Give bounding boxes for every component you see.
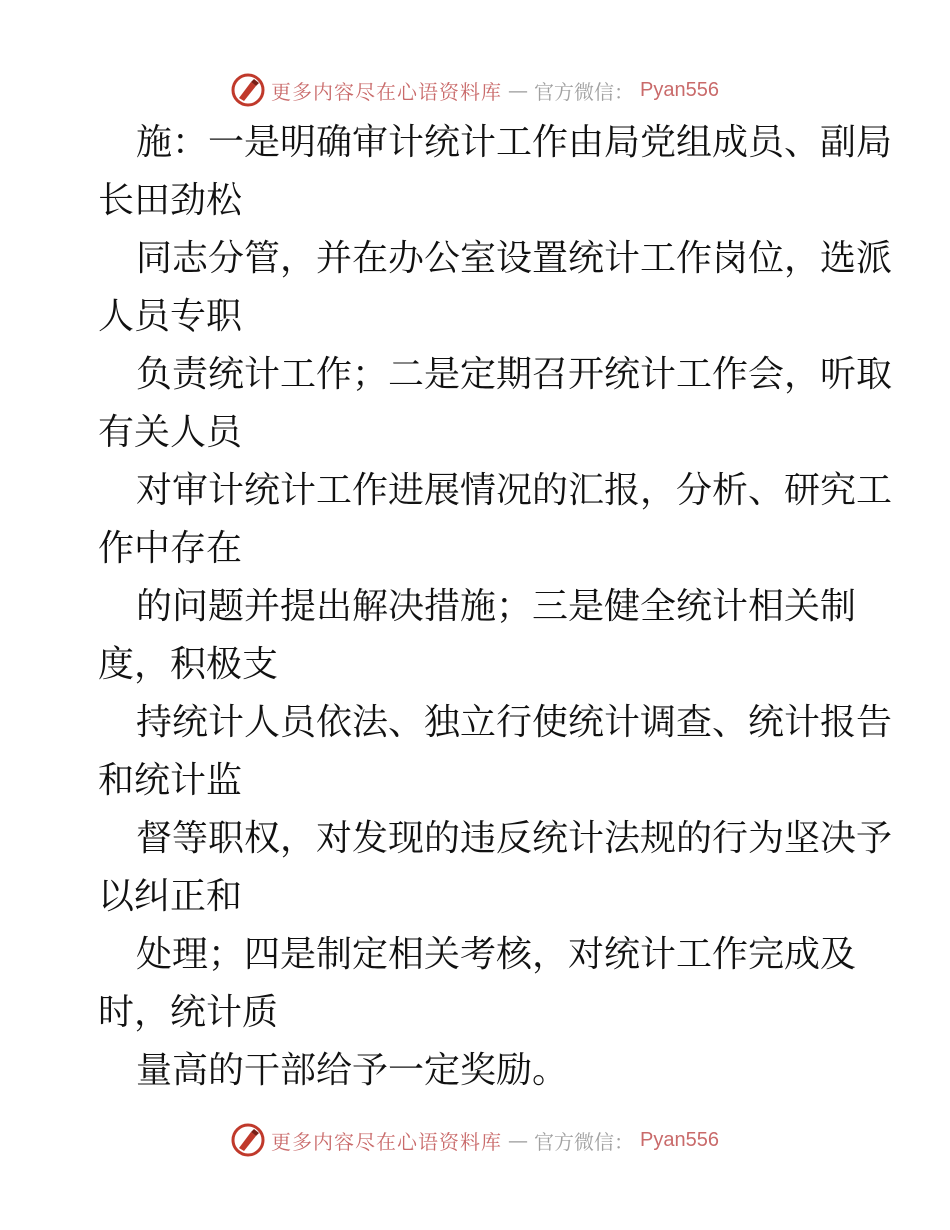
wechat-id: Pyan556 bbox=[640, 78, 719, 101]
text-line: 以纠正和 bbox=[98, 876, 243, 917]
pen-circle-logo-icon bbox=[231, 73, 265, 107]
text-line: 对审计统计工作进展情况的汇报，分析、研究工 bbox=[136, 470, 893, 511]
text-line: 人员专职 bbox=[98, 296, 243, 337]
text-line: 时，统计质 bbox=[98, 992, 279, 1033]
watermark-separator: — bbox=[508, 78, 529, 102]
text-line: 督等职权，对发现的违反统计法规的行为坚决予 bbox=[136, 818, 893, 859]
wechat-id: Pyan556 bbox=[640, 1128, 719, 1151]
text-line: 量高的干部给予一定奖励。 bbox=[136, 1050, 569, 1091]
text-line: 长田劲松 bbox=[98, 180, 243, 221]
footer-watermark bbox=[0, 1120, 950, 1160]
wechat-label: 官方微信： bbox=[534, 79, 635, 104]
text-line: 持统计人员依法、独立行使统计调查、统计报告 bbox=[136, 702, 893, 743]
text-line: 和统计监 bbox=[98, 760, 243, 801]
pen-circle-logo-icon bbox=[231, 1123, 265, 1157]
text-line: 同志分管，并在办公室设置统计工作岗位，选派 bbox=[136, 238, 893, 279]
header-watermark bbox=[0, 70, 950, 110]
text-line: 施：一是明确审计统计工作由局党组成员、副局 bbox=[136, 122, 893, 163]
watermark-separator: — bbox=[508, 1128, 529, 1152]
wechat-label: 官方微信： bbox=[534, 1129, 635, 1154]
watermark-text: 更多内容尽在心语资料库 bbox=[271, 79, 503, 104]
document-body bbox=[98, 114, 893, 1100]
watermark-text: 更多内容尽在心语资料库 bbox=[271, 1129, 503, 1154]
text-line: 的问题并提出解决措施；三是健全统计相关制 bbox=[136, 586, 857, 627]
text-line: 度，积极支 bbox=[98, 644, 279, 685]
text-line: 作中存在 bbox=[98, 528, 243, 569]
text-line: 负责统计工作；二是定期召开统计工作会，听取 bbox=[136, 354, 893, 395]
text-line: 处理；四是制定相关考核，对统计工作完成及 bbox=[136, 934, 857, 975]
text-line: 有关人员 bbox=[98, 412, 243, 453]
